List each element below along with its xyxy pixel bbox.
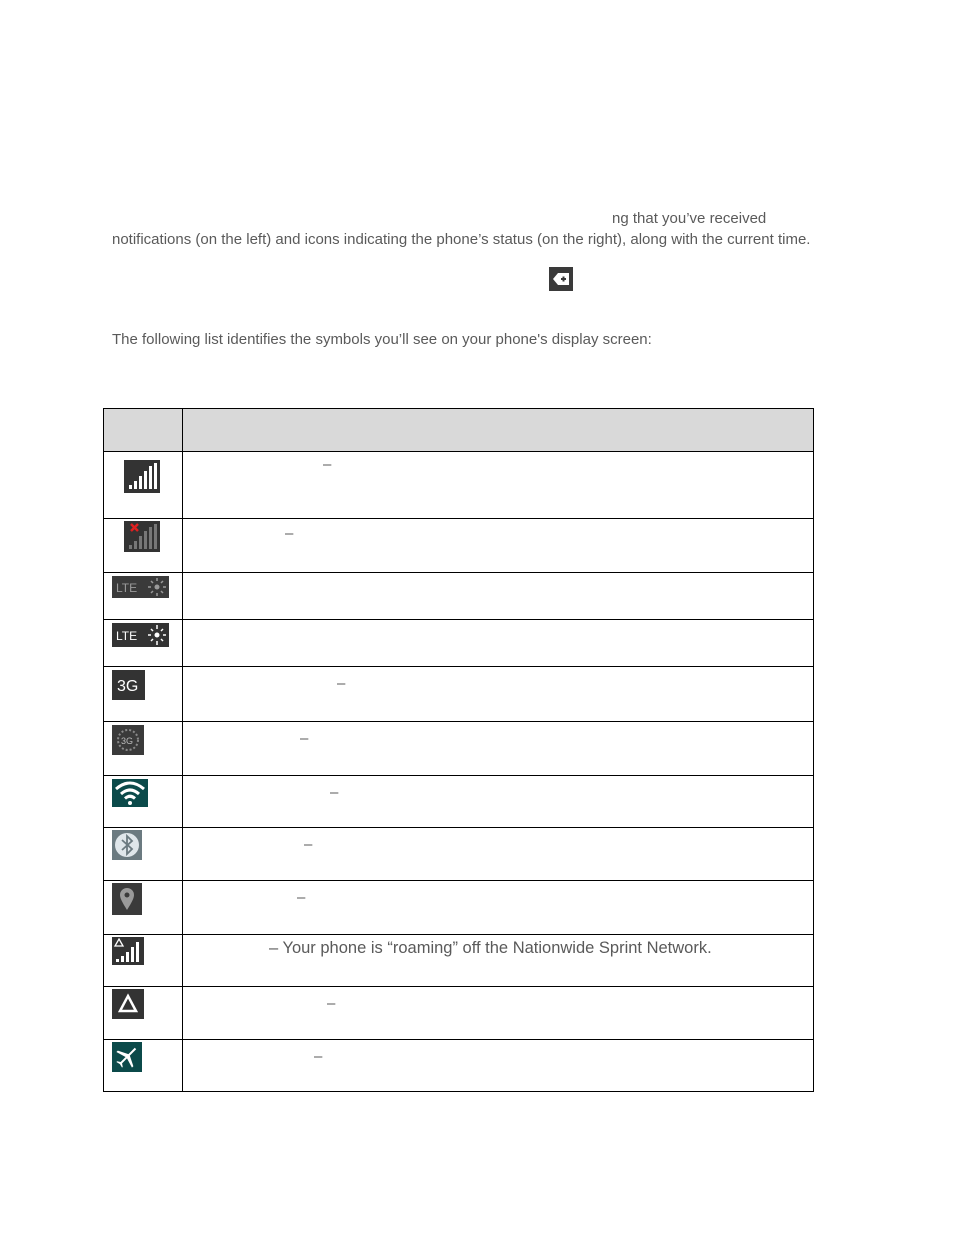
header-icon-col xyxy=(104,409,183,452)
lte-inactive-icon xyxy=(112,576,169,598)
table-row xyxy=(104,881,814,935)
header-desc-col xyxy=(183,409,814,452)
intro-line-2: notifications (on the left) and icons indicating the phone’s status (on the right), along with the current time. xyxy=(112,231,811,248)
row-dash: – xyxy=(327,995,336,1012)
row-dash: – xyxy=(323,456,332,473)
row-dash: – xyxy=(300,730,309,747)
bluetooth-icon xyxy=(112,830,142,860)
table-row xyxy=(104,987,814,1040)
table-row xyxy=(104,935,814,987)
roaming-description: – Your phone is “roaming” off the Nationwide Sprint Network. xyxy=(269,939,712,957)
table-row xyxy=(104,573,814,620)
signal-strength-icon xyxy=(124,460,160,493)
wifi-icon xyxy=(112,779,148,807)
no-service-icon xyxy=(124,521,160,552)
location-icon xyxy=(112,883,142,915)
svg-text:LTE: LTE xyxy=(116,629,138,643)
list-intro: The following list identifies the symbols you’ll see on your phone's display screen: xyxy=(112,331,652,348)
svg-text:3G: 3G xyxy=(121,736,134,746)
table-row xyxy=(104,519,814,573)
table-header-row xyxy=(104,409,814,452)
roaming-icon xyxy=(112,937,144,965)
svg-text:LTE: LTE xyxy=(116,581,138,595)
table-row xyxy=(104,1040,814,1092)
row-dash: – xyxy=(314,1048,323,1065)
table-row xyxy=(104,722,814,776)
row-dash: – xyxy=(304,836,313,853)
table-row xyxy=(104,620,814,667)
row-dash: – xyxy=(337,675,346,692)
svg-text:3G: 3G xyxy=(117,678,139,695)
airplane-mode-icon xyxy=(112,1042,142,1072)
table-row xyxy=(104,667,814,722)
intro-line-1: ng that you’ve received xyxy=(612,210,767,227)
3g-active-icon xyxy=(112,670,145,700)
status-icons-table xyxy=(103,408,814,1092)
row-dash: – xyxy=(330,784,339,801)
row-dash: – xyxy=(297,889,306,906)
lte-active-icon xyxy=(112,623,169,647)
clear-notifications-icon xyxy=(549,267,573,291)
alert-triangle-icon xyxy=(112,989,144,1019)
3g-inactive-icon xyxy=(112,725,144,755)
table-row xyxy=(104,828,814,881)
row-dash: – xyxy=(285,525,294,542)
table-row xyxy=(104,452,814,519)
table-row xyxy=(104,776,814,828)
